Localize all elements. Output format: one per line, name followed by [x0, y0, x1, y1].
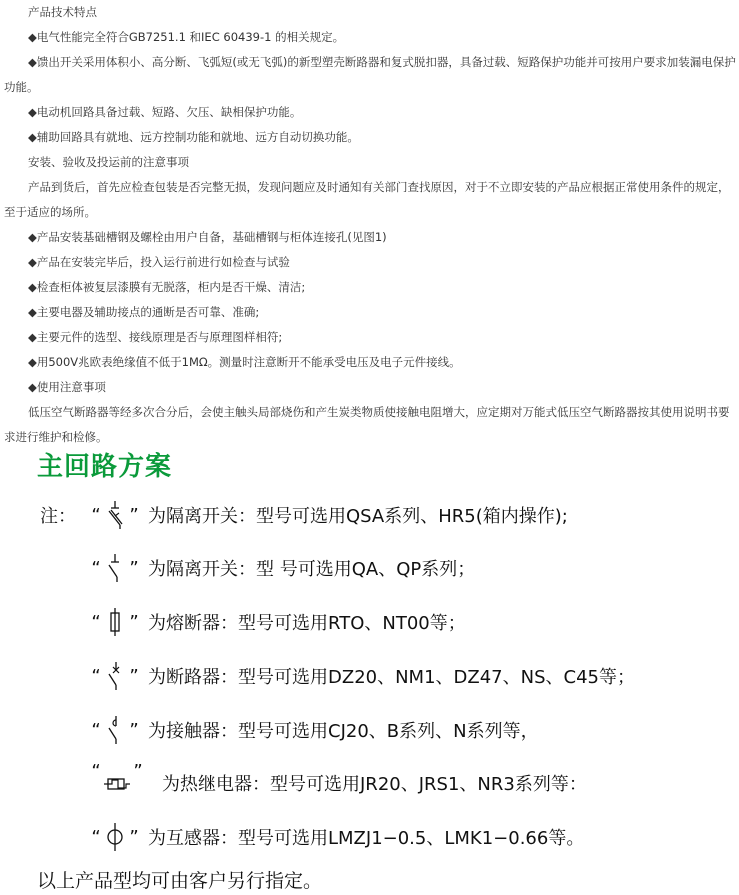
symbol-desc: 为隔离开关：型号可选用QSA系列、HR5(箱内操作);: [148, 506, 568, 527]
circuit-breaker-icon: [102, 660, 128, 692]
contactor-icon: [102, 714, 128, 746]
symbol-row-thermal-relay: [90, 761, 587, 801]
isolating-switch-qa-icon: [102, 552, 128, 584]
close-quote: ”: [133, 761, 143, 782]
heading-tech-features: 产品技术特点: [28, 5, 97, 19]
symbol-desc: 为热继电器：型号可选用JR20、JRS1、NR3系列等：: [162, 774, 587, 795]
spec-text-block: [4, 0, 737, 450]
transformer-icon: [102, 821, 128, 853]
symbol-row-isolating-switch-qsa: [40, 497, 568, 533]
thermal-relay-icon: [102, 767, 132, 799]
note-label: 注：: [40, 506, 76, 527]
bullet-feeder-switch: ◆馈出开关采用体积小、高分断、飞弧短(或无飞弧)的新型塑壳断路器和复式脱扣器，具备过载、短路保护功能并可按用户要求加装漏电保护功能。: [4, 55, 736, 94]
symbol-desc: 为断路器：型号可选用DZ20、NM1、DZ47、NS、C45等；: [148, 667, 636, 688]
bullet-electrical: ◆电气性能完全符合GB7251.1 和IEC 60439-1 的相关规定。: [28, 30, 345, 44]
footer-note: 以上产品型均可由客户另行指定。: [37, 870, 323, 892]
symbol-row-circuit-breaker: [90, 658, 635, 694]
open-quote: “: [91, 611, 101, 633]
symbol-desc: 为隔离开关：型 号可选用QA、QP系列；: [148, 559, 476, 580]
symbol-row-fuse: [90, 604, 466, 640]
fuse-icon: [102, 606, 128, 638]
para-breaker-maintenance: 低压空气断路器等经多次合分后，会使主触头局部烧伤和产生炭类物质使接触电阻增大，应定期对万能式低压空气断路器按其使用说明书要求进行维护和检修。: [4, 405, 730, 444]
close-quote: ”: [129, 557, 139, 579]
open-quote: “: [91, 504, 101, 526]
bullet-usage-notes: ◆使用注意事项: [28, 380, 106, 394]
heading-install-notes: 安装、验收及投运前的注意事项: [28, 155, 189, 169]
symbol-row-isolating-switch-qa: [90, 550, 475, 586]
symbol-row-contactor: [90, 712, 539, 748]
bullet-pre-run-check: ◆产品在安装完毕后，投入运行前进行如检查与试验: [28, 255, 290, 269]
para-arrival-check: 产品到货后，首先应检查包装是否完整无损，发现问题应及时通知有关部门查找原因，对于不立即安装的产品应根据正常使用条件的规定，至于适应的场所。: [4, 180, 730, 219]
open-quote: “: [91, 719, 101, 741]
bullet-insulation-test: ◆用500V兆欧表绝缘值不低于1MΩ。测量时注意断开不能承受电压及电子元件接线。: [28, 355, 461, 369]
open-quote: “: [91, 557, 101, 579]
symbol-row-transformer: [90, 819, 584, 855]
bullet-main-contacts: ◆主要电器及辅助接点的通断是否可靠、准确;: [28, 305, 260, 319]
isolating-switch-qsa-icon: [102, 499, 128, 531]
symbol-desc: 为接触器：型号可选用CJ20、B系列、N系列等，: [148, 721, 539, 742]
symbol-desc: 为熔断器：型号可选用RTO、NT00等；: [148, 613, 466, 634]
section-title: 主回路方案: [37, 452, 173, 482]
close-quote: ”: [129, 611, 139, 633]
symbol-desc: 为互感器：型号可选用LMZJ1−0.5、LMK1−0.66等。: [148, 828, 585, 849]
bullet-cabinet-coating: ◆检查柜体被复层漆膜有无脱落，柜内是否干燥、清洁;: [28, 280, 306, 294]
bullet-aux-circuit: ◆辅助回路具有就地、远方控制功能和就地、远方自动切换功能。: [28, 130, 359, 144]
close-quote: ”: [129, 826, 139, 848]
open-quote: “: [91, 761, 101, 782]
open-quote: “: [91, 826, 101, 848]
bullet-motor-circuit: ◆电动机回路具备过载、短路、欠压、缺相保护功能。: [28, 105, 302, 119]
bullet-foundation: ◆产品安装基础槽钢及螺栓由用户自备，基础槽钢与柜体连接孔(见图1): [28, 230, 387, 244]
open-quote: “: [91, 665, 101, 687]
close-quote: ”: [129, 719, 139, 741]
bullet-component-selection: ◆主要元件的选型、接线原理是否与原理图样相符;: [28, 330, 283, 344]
close-quote: ”: [129, 665, 139, 687]
close-quote: ”: [129, 504, 139, 526]
